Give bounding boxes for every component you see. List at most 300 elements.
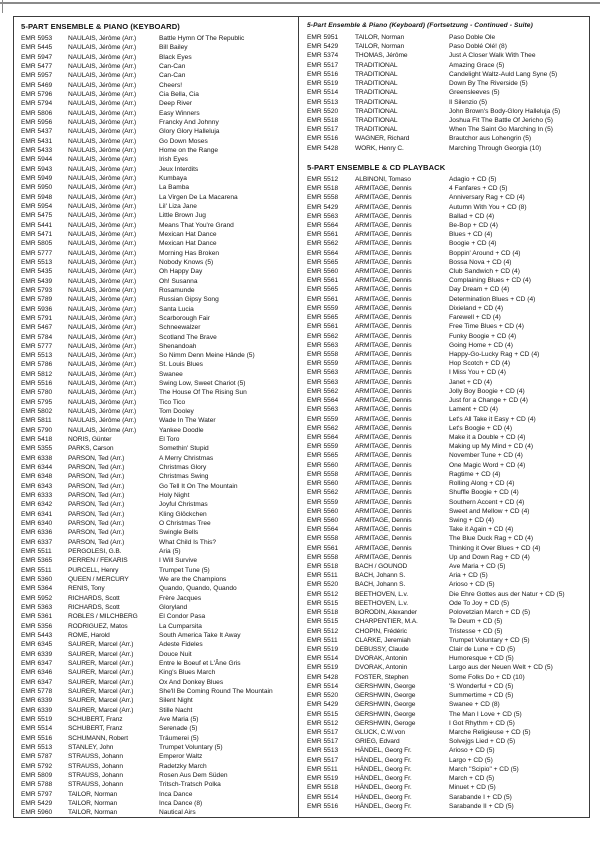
composer-name: NAULAIS, Jérôme (Arr.) — [68, 370, 137, 378]
piece-title: Oh Happy Day — [159, 268, 203, 276]
piece-title: Complaining Blues + CD (4) — [449, 277, 531, 285]
emr-number: EMR 5812 — [21, 370, 53, 378]
composer-name: RICHARDS, Scott — [68, 604, 120, 612]
composer-name: NAULAIS, Jérôme (Arr.) — [68, 137, 137, 145]
piece-title: King's Blues March — [159, 669, 216, 677]
composer-name: ARMITAGE, Dennis — [355, 553, 412, 561]
cd-playback-section-title: 5-PART ENSEMBLE & CD PLAYBACK — [307, 162, 446, 172]
composer-name: HÄNDEL, Georg Fr. — [355, 802, 412, 810]
piece-title: Morning Has Broken — [159, 249, 220, 257]
catalog-row — [21, 211, 294, 220]
emr-number: EMR 6344 — [21, 464, 53, 472]
catalog-row — [307, 488, 585, 497]
composer-name: GERSHWIN, George — [355, 701, 416, 709]
catalog-row — [307, 322, 585, 331]
piece-title: 'S Wonderful + CD (5) — [449, 682, 514, 690]
catalog-row — [307, 230, 585, 239]
catalog-row — [21, 146, 294, 155]
catalog-row — [307, 617, 585, 626]
piece-title: Tico Tico — [159, 398, 186, 406]
catalog-row — [21, 295, 294, 304]
piece-title: Aria (5) — [159, 548, 181, 556]
piece-title: Emperor Waltz — [159, 753, 203, 761]
catalog-row — [21, 314, 294, 323]
emr-number: EMR 5428 — [307, 673, 339, 681]
emr-number: EMR 5560 — [307, 480, 339, 488]
emr-number: EMR 5564 — [307, 221, 339, 229]
catalog-row — [21, 500, 294, 509]
catalog-row — [307, 691, 585, 700]
piece-title: Solvejgs Lied + CD (5) — [449, 738, 516, 746]
piece-title: John Brown's Body-Glory Halleluja (5) — [449, 107, 561, 115]
catalog-row — [21, 584, 294, 593]
piece-title: Christmas Swing — [159, 473, 209, 481]
emr-number: EMR 5477 — [21, 62, 53, 70]
catalog-row — [21, 323, 294, 332]
composer-name: NAULAIS, Jérôme (Arr.) — [68, 212, 137, 220]
composer-name: GLUCK, C.W.von — [355, 728, 405, 736]
piece-title: La Bamba — [159, 184, 190, 192]
piece-title: The Man I Love + CD (5) — [449, 710, 522, 718]
composer-name: NAULAIS, Jérôme (Arr.) — [68, 53, 137, 61]
catalog-row — [21, 444, 294, 453]
right-column — [298, 17, 589, 817]
piece-title: Te Deum + CD (5) — [449, 618, 503, 626]
catalog-row — [307, 295, 585, 304]
emr-number: EMR 5512 — [307, 719, 339, 727]
composer-name: ARMITAGE, Dennis — [355, 526, 412, 534]
catalog-row — [307, 719, 585, 728]
composer-name: RICHARDS, Scott — [68, 594, 120, 602]
catalog-row — [307, 544, 585, 553]
catalog-row — [21, 416, 294, 425]
catalog-row — [307, 608, 585, 617]
catalog-row — [307, 793, 585, 802]
composer-name: ARMITAGE, Dennis — [355, 249, 412, 257]
composer-name: NAULAIS, Jérôme (Arr.) — [68, 277, 137, 285]
emr-number: EMR 6339 — [21, 706, 53, 714]
catalog-row — [21, 715, 294, 724]
catalog-row — [21, 538, 294, 547]
emr-number: EMR 5562 — [307, 387, 339, 395]
emr-number: EMR 5513 — [21, 258, 53, 266]
emr-number: EMR 5514 — [307, 89, 339, 97]
catalog-row — [307, 221, 585, 230]
composer-name: NAULAIS, Jérôme (Arr.) — [68, 333, 137, 341]
catalog-row — [21, 53, 294, 62]
composer-name: WORK, Henry C. — [355, 144, 404, 152]
emr-number: EMR 5953 — [21, 35, 53, 42]
composer-name: ARMITAGE, Dennis — [355, 231, 412, 239]
composer-name: NAULAIS, Jérôme (Arr.) — [68, 314, 137, 322]
piece-title: Swing Low, Sweet Chariot (5) — [159, 380, 246, 388]
catalog-row — [307, 276, 585, 285]
piece-title: March "Scipio" + CD (5) — [449, 765, 519, 773]
composer-name: HÄNDEL, Georg Fr. — [355, 784, 412, 792]
piece-title: Tristesse + CD (5) — [449, 627, 503, 635]
emr-number: EMR 5514 — [307, 682, 339, 690]
emr-number: EMR 5518 — [307, 563, 339, 571]
composer-name: SAURER, Marcel (Arr.) — [68, 678, 134, 686]
piece-title: Arioso + CD (5) — [449, 581, 495, 589]
catalog-row — [21, 659, 294, 668]
piece-title: Up and Down Rag + CD (4) — [449, 553, 530, 561]
piece-title: Go Tell It On The Mountain — [159, 482, 238, 490]
piece-title: Silent Night — [159, 697, 193, 705]
emr-number: EMR 5511 — [21, 566, 52, 574]
piece-title: 4 Fanfares + CD (5) — [449, 185, 508, 193]
piece-title: Home on the Range — [159, 146, 219, 154]
emr-number: EMR 5562 — [307, 332, 339, 340]
catalog-row — [21, 482, 294, 491]
emr-number: EMR 5559 — [307, 304, 339, 312]
emr-number: EMR 5435 — [21, 268, 53, 276]
piece-title: Somethin' Stupid — [159, 445, 209, 453]
composer-name: NAULAIS, Jérôme (Arr.) — [68, 426, 137, 434]
piece-title: Swanee + CD (8) — [449, 701, 500, 709]
emr-number: EMR 5561 — [307, 323, 339, 331]
piece-title: So Nimm Denn Meine Hände (5) — [159, 352, 255, 360]
emr-number: EMR 6341 — [21, 510, 53, 518]
composer-name: HÄNDEL, Georg Fr. — [355, 747, 412, 755]
piece-title: Club Sandwich + CD (4) — [449, 268, 520, 276]
piece-title: Sweet and Mellow + CD (4) — [449, 507, 530, 515]
emr-number: EMR 5514 — [21, 725, 53, 733]
emr-number: EMR 5558 — [307, 535, 339, 543]
catalog-row — [21, 202, 294, 211]
catalog-row — [21, 454, 294, 463]
catalog-row — [21, 351, 294, 360]
catalog-row — [307, 33, 585, 42]
composer-name: ARMITAGE, Dennis — [355, 470, 412, 478]
composer-name: TAILOR, Norman — [355, 43, 405, 51]
composer-name: ARMITAGE, Dennis — [355, 304, 412, 312]
emr-number: EMR 5364 — [21, 585, 53, 593]
catalog-row — [307, 682, 585, 691]
emr-number: EMR 5565 — [307, 258, 339, 266]
catalog-row — [307, 387, 585, 396]
emr-number: EMR 5514 — [307, 793, 339, 801]
emr-number: EMR 5792 — [21, 762, 53, 770]
emr-number: EMR 5513 — [21, 743, 53, 751]
composer-name: CLARKE, Jeremiah — [355, 636, 411, 644]
composer-name: ARMITAGE, Dennis — [355, 221, 412, 229]
catalog-row — [21, 472, 294, 481]
piece-title: Summertime + CD (5) — [449, 692, 514, 700]
composer-name: HÄNDEL, Georg Fr. — [355, 756, 412, 764]
composer-name: NAULAIS, Jérôme (Arr.) — [68, 81, 137, 89]
emr-number: EMR 5561 — [307, 277, 339, 285]
catalog-row — [21, 370, 294, 379]
emr-number: EMR 5563 — [307, 406, 339, 414]
emr-number: EMR 6337 — [21, 538, 53, 546]
emr-number: EMR 6343 — [21, 482, 53, 490]
piece-title: Farewell + CD (4) — [449, 314, 501, 322]
emr-number: EMR 5511 — [307, 765, 338, 773]
piece-title: I Will Survive — [159, 557, 198, 565]
emr-number: EMR 5954 — [21, 202, 53, 210]
piece-title: Francky And Johnny — [159, 118, 219, 126]
catalog-row — [307, 88, 585, 97]
composer-name: SAURER, Marcel (Arr.) — [68, 669, 134, 677]
emr-number: EMR 6345 — [21, 641, 53, 649]
emr-number: EMR 6338 — [21, 454, 53, 462]
emr-number: EMR 5360 — [21, 576, 53, 584]
emr-number: EMR 5563 — [307, 341, 339, 349]
catalog-row — [307, 507, 585, 516]
piece-title: Scarborough Fair — [159, 314, 210, 322]
emr-number: EMR 5795 — [21, 398, 53, 406]
catalog-row — [21, 379, 294, 388]
piece-title: Paso Doble Ole — [449, 34, 496, 41]
piece-title: Be-Bop + CD (4) — [449, 221, 498, 229]
catalog-row — [21, 155, 294, 164]
composer-name: GERSHWIN, George — [355, 682, 416, 690]
composer-name: ARMITAGE, Dennis — [355, 185, 412, 193]
catalog-row — [307, 175, 585, 184]
piece-title: Jeux Interdits — [159, 165, 199, 173]
emr-number: EMR 5512 — [307, 627, 339, 635]
emr-number: EMR 6347 — [21, 678, 53, 686]
piece-title: Trumpet Tune (5) — [159, 566, 210, 574]
catalog-row — [307, 134, 585, 143]
catalog-row — [21, 808, 294, 817]
composer-name: SAURER, Marcel (Arr.) — [68, 659, 134, 667]
catalog-row — [307, 636, 585, 645]
composer-name: NAULAIS, Jérôme (Arr.) — [68, 221, 137, 229]
emr-number: EMR 5512 — [307, 590, 339, 598]
piece-title: St. Louis Blues — [159, 361, 203, 369]
emr-number: EMR 5518 — [307, 116, 339, 124]
piece-title: Joyful Christmas — [159, 501, 208, 509]
catalog-row — [21, 286, 294, 295]
piece-title: Polovetzian March + CD (5) — [449, 609, 531, 617]
emr-number: EMR 5780 — [21, 389, 53, 397]
piece-title: Battle Hymn Of The Republic — [159, 35, 245, 42]
composer-name: SCHUBERT, Franz — [68, 715, 123, 723]
catalog-row — [307, 116, 585, 125]
composer-name: TAILOR, Norman — [68, 790, 118, 798]
emr-number: EMR 5516 — [21, 380, 53, 388]
composer-name: TRADITIONAL — [355, 98, 398, 106]
piece-title: We are the Champions — [159, 576, 227, 584]
catalog-row — [21, 696, 294, 705]
composer-name: DEBUSSY, Claude — [355, 646, 409, 653]
emr-number: EMR 5562 — [307, 240, 339, 248]
composer-name: ARMITAGE, Dennis — [355, 194, 412, 202]
composer-name: NAULAIS, Jérôme (Arr.) — [68, 417, 137, 425]
composer-name: NAULAIS, Jérôme (Arr.) — [68, 184, 137, 192]
catalog-row — [307, 350, 585, 359]
piece-title: Russian Gipsy Song — [159, 296, 219, 304]
emr-number: EMR 5809 — [21, 771, 53, 779]
catalog-row — [307, 590, 585, 599]
composer-name: ROME, Harold — [68, 632, 110, 639]
piece-title: Bossa Nova + CD (4) — [449, 258, 512, 266]
emr-number: EMR 6348 — [21, 473, 53, 481]
composer-name: RODRIGUEZ, Matos — [68, 622, 128, 630]
piece-title: I Got Rhythm + CD (5) — [449, 719, 515, 727]
composer-name: ARMITAGE, Dennis — [355, 516, 412, 524]
piece-title: Holy Night — [159, 492, 190, 500]
piece-title: Take it Again + CD (4) — [449, 526, 514, 534]
composer-name: NAULAIS, Jérôme (Arr.) — [68, 62, 137, 70]
emr-number: EMR 5431 — [21, 137, 53, 145]
catalog-row — [307, 534, 585, 543]
composer-name: ALBINONI, Tomaso — [355, 175, 411, 183]
emr-number: EMR 5784 — [21, 333, 53, 341]
emr-number: EMR 6340 — [21, 520, 53, 528]
piece-title: Kling Glöckchen — [159, 510, 207, 518]
piece-title: Shuffle Boogie + CD (4) — [449, 489, 519, 497]
composer-name: BACH, Johann S. — [355, 572, 406, 580]
emr-number: EMR 6346 — [21, 669, 53, 677]
emr-number: EMR 5429 — [307, 203, 339, 211]
piece-title: Day Dream + CD (4) — [449, 286, 510, 294]
catalog-row — [21, 612, 294, 621]
piece-title: Blues + CD (4) — [449, 231, 493, 239]
composer-name: NAULAIS, Jérôme (Arr.) — [68, 156, 137, 164]
emr-number: EMR 6336 — [21, 529, 53, 537]
emr-number: EMR 5559 — [307, 443, 339, 451]
piece-title: When The Saint Go Marching In (5) — [449, 126, 553, 134]
emr-number: EMR 5518 — [307, 185, 339, 193]
emr-number: EMR 5515 — [307, 599, 339, 607]
emr-number: EMR 5777 — [21, 249, 53, 257]
composer-name: HÄNDEL, Georg Fr. — [355, 793, 412, 801]
piece-title: El Condor Pasa — [159, 613, 206, 621]
piece-title: Paso Doblé Olé! (8) — [449, 43, 507, 51]
piece-title: Funky Boogie + CD (4) — [449, 332, 517, 340]
piece-title: Boppin' Around + CD (4) — [449, 249, 521, 257]
piece-title: Joshua Fit The Battle Of Jericho (5) — [449, 116, 553, 124]
composer-name: PARSON, Ted (Arr.) — [68, 510, 125, 518]
catalog-row — [21, 99, 294, 108]
catalog-row — [307, 746, 585, 755]
piece-title: Happy-Go-Lucky Rag + CD (4) — [449, 351, 540, 358]
composer-name: PURCELL, Henry — [68, 566, 119, 574]
composer-name: NAULAIS, Jérôme (Arr.) — [68, 380, 137, 388]
composer-name: TRADITIONAL — [355, 89, 398, 97]
piece-title: Mexican Hat Dance — [159, 230, 217, 238]
composer-name: NAULAIS, Jérôme (Arr.) — [68, 268, 137, 276]
emr-number: EMR 6339 — [21, 697, 53, 705]
catalog-row — [21, 790, 294, 799]
catalog-row — [21, 528, 294, 537]
composer-name: ARMITAGE, Dennis — [355, 277, 412, 285]
emr-number: EMR 5437 — [21, 128, 53, 136]
catalog-row — [307, 627, 585, 636]
composer-name: PARSON, Ted (Arr.) — [68, 501, 125, 509]
composer-name: PARKS, Carson — [68, 445, 114, 453]
catalog-row — [21, 305, 294, 314]
catalog-row — [21, 603, 294, 612]
emr-number: EMR 5520 — [307, 581, 339, 589]
composer-name: NAULAIS, Jérôme (Arr.) — [68, 35, 137, 42]
catalog-row — [21, 631, 294, 640]
emr-number: EMR 5467 — [21, 324, 53, 332]
left-rows — [21, 34, 294, 817]
composer-name: SAURER, Marcel (Arr.) — [68, 706, 134, 714]
catalog-row — [21, 71, 294, 80]
emr-number: EMR 5515 — [307, 618, 339, 626]
composer-name: ARMITAGE, Dennis — [355, 443, 412, 451]
catalog-row — [307, 249, 585, 258]
composer-name: NAULAIS, Jérôme (Arr.) — [68, 193, 137, 201]
composer-name: NAULAIS, Jérôme (Arr.) — [68, 305, 137, 313]
piece-title: Marching Through Georgia (10) — [449, 144, 542, 152]
composer-name: BEETHOVEN, L.v. — [355, 599, 408, 607]
piece-title: Rosen Aus Dem Süden — [159, 771, 228, 779]
emr-number: EMR 5806 — [21, 109, 53, 117]
catalog-row — [21, 780, 294, 789]
catalog-row — [21, 398, 294, 407]
composer-name: PARSON, Ted (Arr.) — [68, 454, 125, 462]
piece-title: Trumpet Voluntary (5) — [159, 743, 223, 751]
section-gap — [307, 153, 585, 162]
composer-name: TRADITIONAL — [355, 107, 398, 115]
catalog-row — [307, 51, 585, 60]
piece-title: Let's All Take it Easy + CD (4) — [449, 415, 536, 423]
emr-number: EMR 5797 — [21, 790, 53, 798]
piece-title: Hop Scotch + CD (4) — [449, 360, 511, 368]
catalog-row — [307, 424, 585, 433]
catalog-row — [307, 442, 585, 451]
piece-title: Lil' Liza Jane — [159, 202, 197, 210]
composer-name: BACH, Johann S. — [355, 581, 406, 589]
emr-number: EMR 6333 — [21, 492, 53, 500]
catalog-row — [21, 575, 294, 584]
composer-name: NAULAIS, Jérôme (Arr.) — [68, 249, 137, 257]
emr-number: EMR 5561 — [307, 231, 339, 239]
catalog-row — [21, 687, 294, 696]
piece-title: Kumbaya — [159, 174, 187, 182]
catalog-row — [307, 239, 585, 248]
piece-title: Irish Eyes — [159, 156, 188, 164]
composer-name: NAULAIS, Jérôme (Arr.) — [68, 398, 137, 406]
composer-name: GERSHWIN, George — [355, 692, 416, 700]
piece-title: Stille Nacht — [159, 706, 193, 714]
piece-title: Douce Nuit — [159, 650, 192, 658]
composer-name: BORODIN, Alexander — [355, 609, 417, 617]
composer-name: GERSHWIN, Geroge — [355, 719, 416, 727]
emr-number: EMR 5565 — [307, 314, 339, 322]
emr-number: EMR 6342 — [21, 501, 53, 509]
composer-name: ARMITAGE, Dennis — [355, 314, 412, 322]
emr-number: EMR 5356 — [21, 622, 53, 630]
emr-number: EMR 5516 — [307, 802, 339, 810]
emr-number: EMR 5563 — [307, 369, 339, 377]
catalog-row — [21, 230, 294, 239]
composer-name: THOMAS, Jérôme — [355, 52, 408, 60]
emr-number: EMR 5793 — [21, 286, 53, 294]
composer-name: NORIS, Günter — [68, 436, 112, 444]
piece-title: Candelight Waltz-Auld Lang Syne (5) — [449, 70, 558, 78]
emr-number: EMR 5515 — [307, 710, 339, 718]
catalog-row — [21, 762, 294, 771]
catalog-row — [21, 62, 294, 71]
piece-title: Swing + CD (4) — [449, 516, 494, 524]
piece-title: Rolling Along + CD (4) — [449, 480, 515, 488]
composer-name: QUEEN / MERCURY — [68, 576, 129, 584]
emr-number: EMR 5563 — [307, 378, 339, 386]
catalog-row — [21, 463, 294, 472]
composer-name: NAULAIS, Jérôme (Arr.) — [68, 240, 137, 248]
catalog-row — [307, 663, 585, 672]
composer-name: ARMITAGE, Dennis — [355, 452, 412, 460]
emr-number: EMR 5429 — [21, 799, 53, 807]
composer-name: SAURER, Marcel (Arr.) — [68, 641, 134, 649]
